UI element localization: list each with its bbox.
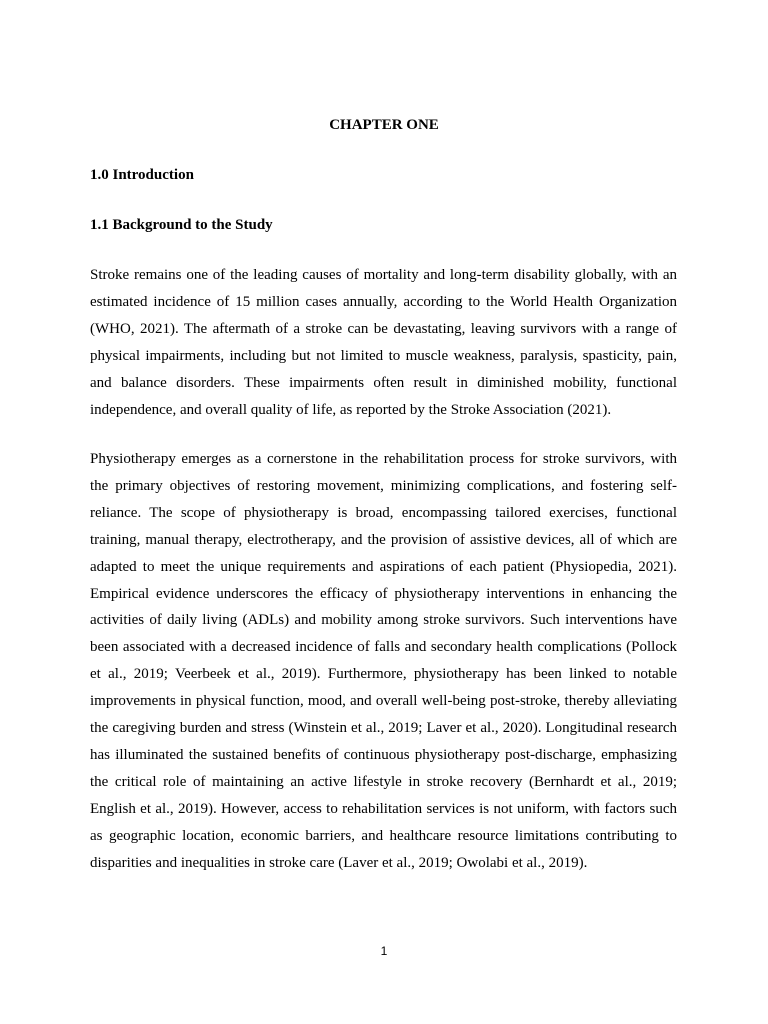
section-heading: 1.0 Introduction [90, 167, 194, 183]
page-number: 1 [380, 944, 388, 958]
subsection-heading: 1.1 Background to the Study [90, 217, 273, 233]
chapter-title: CHAPTER ONE [329, 117, 439, 133]
paragraph-physiotherapy: Physiotherapy emerges as a cornerstone in the rehabilitation process for stroke survivors, with the primary objectives of restoring movement, minimizing complications, and fostering self-reliance. The scope of physiotherapy is broad, encompassing tailored exercises, functional training, manual therapy, electrotherapy, and the provision of assistive devices, all of which are adapted to meet the unique requirements and aspirations of each patient (Physiopedia, 2021). Empirical evidence underscores the efficacy of physiotherapy interventions in enhancing the activities of daily living (ADLs) and mobility among stroke survivors. Such interventions have been associated with a decreased incidence of falls and secondary health complications (Pollock et al., 2019; Veerbeek et al., 2019). Furthermore, physiotherapy has been linked to notable improvements in physical function, mood, and overall well-being post-stroke, thereby alleviating the caregiving burden and stress (Winstein et al., 2019; Laver et al., 2020). Longitudinal research has illuminated the sustained benefits of continuous physiotherapy post-discharge, emphasizing the critical role of maintaining an active lifestyle in stroke recovery (Bernhardt et al., 2019; English et al., 2019). However, access to rehabilitation services is not uniform, with factors such as geographic location, economic barriers, and healthcare resource limitations contributing to disparities and inequalities in stroke care (Laver et al., 2019; Owolabi et al., 2019). [90, 451, 677, 871]
paragraph-stroke-background: Stroke remains one of the leading causes of mortality and long-term disability globally, with an estimated incidence of 15 million cases annually, according to the World Health Organization (WHO, 2021). The aftermath of a stroke can be devastating, leaving survivors with a range of physical impairments, including but not limited to muscle weakness, paralysis, spasticity, pain, and balance disorders. These impairments often result in diminished mobility, functional independence, and overall quality of life, as reported by the Stroke Association (2021). [90, 267, 677, 418]
